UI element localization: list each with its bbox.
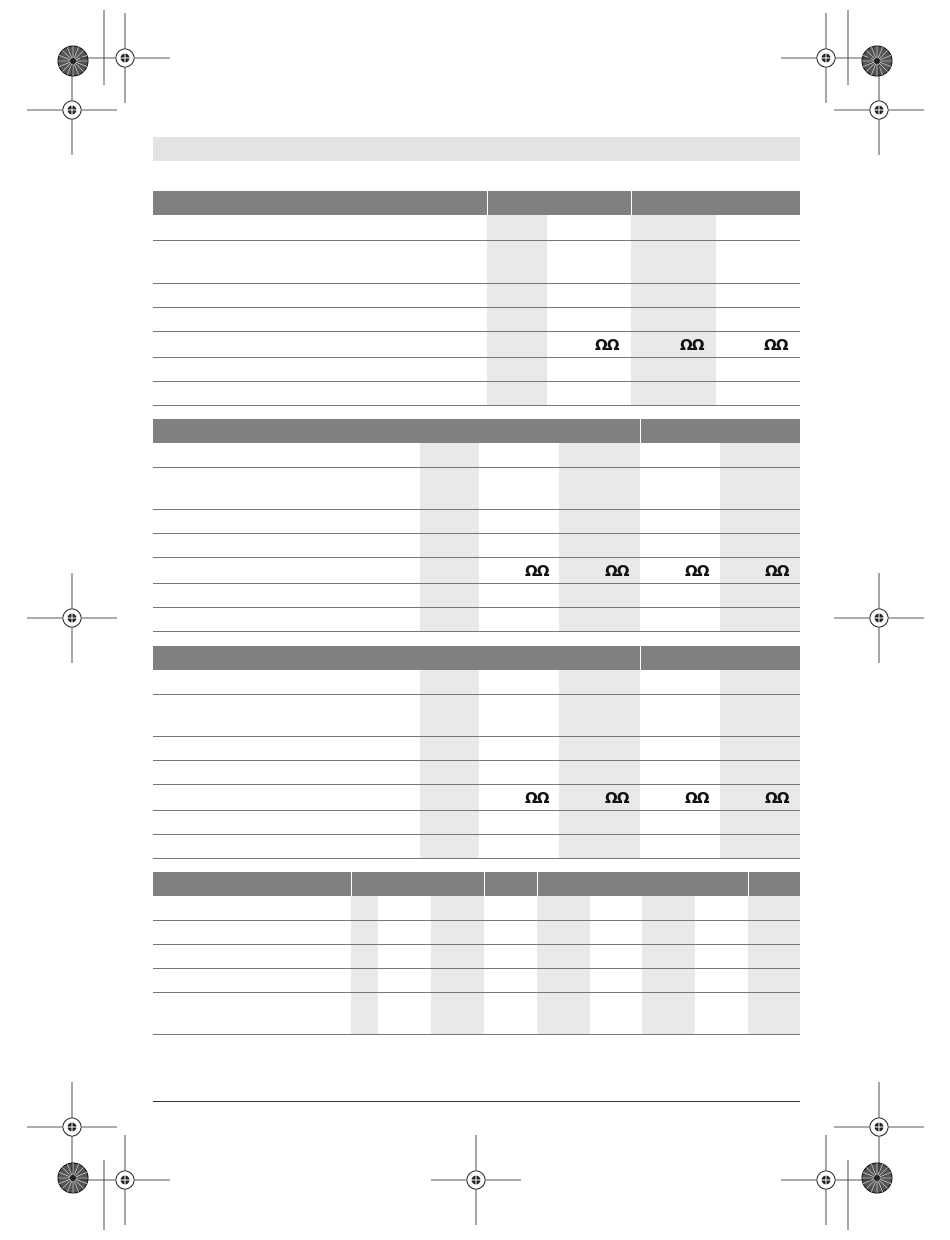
table-4 — [153, 872, 800, 1037]
table-head-cell — [484, 872, 537, 896]
shaded-column — [537, 896, 590, 1035]
rotation-symbol-icon: ΩΩ — [595, 336, 619, 354]
rotation-symbol-icon: ΩΩ — [685, 789, 709, 807]
rotation-symbol-icon: ΩΩ — [525, 789, 549, 807]
row-divider — [153, 381, 800, 382]
rotation-symbol-icon: ΩΩ — [605, 789, 629, 807]
row-divider — [153, 944, 800, 945]
table-1 — [153, 191, 800, 407]
table-3 — [153, 646, 800, 861]
table-head-cell — [640, 419, 800, 443]
shaded-column — [420, 670, 479, 859]
row-divider — [153, 631, 800, 632]
rotation-symbol-icon: ΩΩ — [680, 336, 704, 354]
table-head-cell — [631, 191, 800, 215]
shaded-column — [420, 443, 479, 632]
table-head-cell — [153, 646, 640, 670]
row-divider — [153, 583, 800, 584]
rotation-symbol-icon: ΩΩ — [525, 562, 549, 580]
row-divider — [153, 509, 800, 510]
page-footer-rule — [153, 1101, 800, 1102]
row-divider — [153, 784, 800, 785]
shaded-column — [487, 215, 547, 406]
row-divider — [153, 405, 800, 406]
row-divider — [153, 331, 800, 332]
row-divider — [153, 307, 800, 308]
shaded-column — [559, 670, 640, 859]
row-divider — [153, 240, 800, 241]
row-divider — [153, 834, 800, 835]
row-divider — [153, 283, 800, 284]
table-head-cell — [351, 872, 484, 896]
row-divider — [153, 968, 800, 969]
shaded-column — [351, 896, 378, 1035]
shaded-column — [720, 670, 800, 859]
row-divider — [153, 557, 800, 558]
table-head-cell — [153, 191, 487, 215]
row-divider — [153, 992, 800, 993]
table-head-cell — [748, 872, 800, 896]
row-divider — [153, 920, 800, 921]
row-divider — [153, 694, 800, 695]
row-divider — [153, 858, 800, 859]
shaded-column — [431, 896, 484, 1035]
shaded-column — [642, 896, 695, 1035]
rotation-symbol-icon: ΩΩ — [685, 562, 709, 580]
table-head-cell — [537, 872, 748, 896]
row-divider — [153, 467, 800, 468]
row-divider — [153, 533, 800, 534]
table-2 — [153, 419, 800, 634]
row-divider — [153, 810, 800, 811]
rotation-symbol-icon: ΩΩ — [765, 789, 789, 807]
shaded-column — [748, 896, 800, 1035]
rotation-symbol-icon: ΩΩ — [765, 562, 789, 580]
shaded-column — [559, 443, 640, 632]
table-head-cell — [153, 419, 640, 443]
table-head-cell — [640, 646, 800, 670]
shaded-column — [720, 443, 800, 632]
row-divider — [153, 736, 800, 737]
shaded-column — [631, 215, 716, 406]
row-divider — [153, 357, 800, 358]
row-divider — [153, 607, 800, 608]
rotation-symbol-icon: ΩΩ — [764, 336, 788, 354]
row-divider — [153, 1034, 800, 1035]
rotation-symbol-icon: ΩΩ — [605, 562, 629, 580]
table-head-cell — [153, 872, 351, 896]
row-divider — [153, 760, 800, 761]
table-head-cell — [487, 191, 631, 215]
